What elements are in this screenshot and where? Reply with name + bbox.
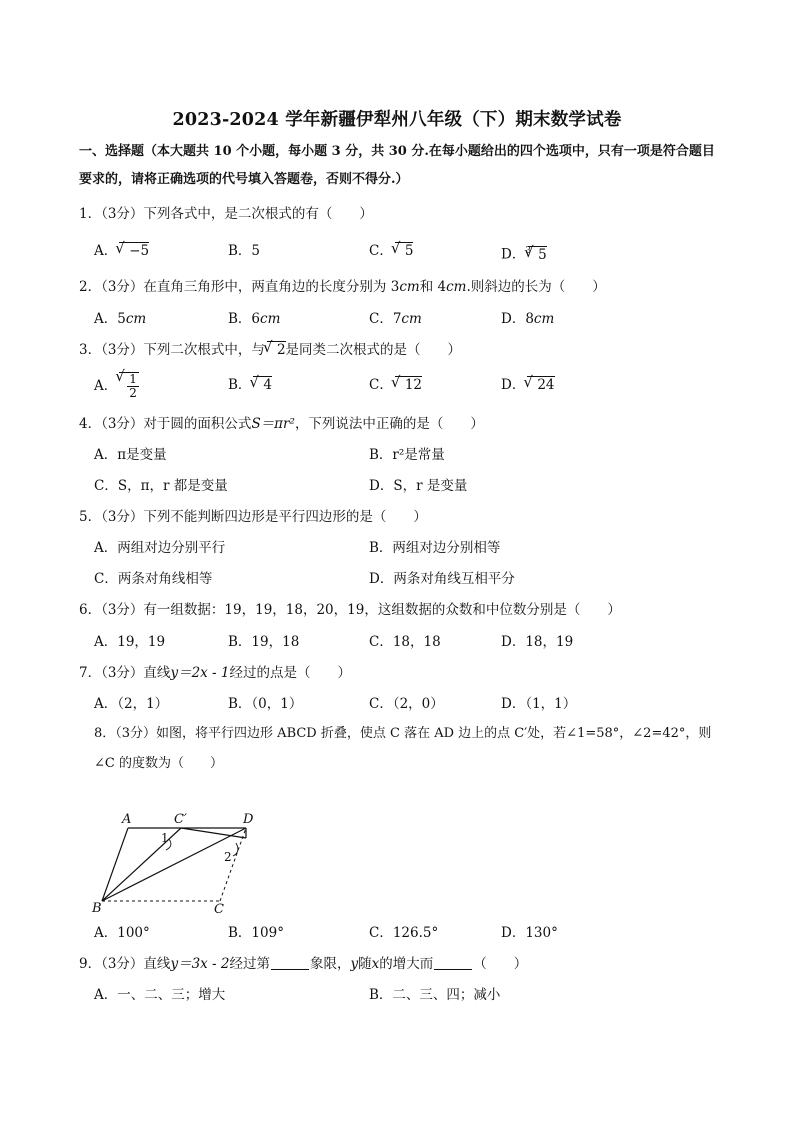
q1-option-b[interactable]: B．5 (228, 243, 261, 259)
label-c-prime: C′ (174, 812, 187, 827)
q3-option-c[interactable]: C．√ 12 (369, 375, 422, 395)
q3-option-b[interactable]: B．√ 4 (228, 375, 272, 395)
label-c: C (214, 902, 224, 916)
q6-option-d[interactable]: D．18，19 (501, 634, 574, 650)
q1-option-d[interactable]: D．$^3$√ 5 (501, 241, 547, 265)
question-2-stem: 2．（3分）在直角三角形中，两直角边的长度分别为 3cm和 4cm.则斜边的长为（ ） (79, 279, 606, 295)
answer-blank[interactable] (271, 957, 309, 970)
q6-option-c[interactable]: C．18，18 (369, 634, 441, 650)
q5-option-a[interactable]: A．两组对边分别平行 (94, 540, 226, 556)
q3-option-a[interactable]: A． √ $\frac{1}{2}$ (94, 372, 139, 400)
question-4-stem: 4．（3分）对于圆的面积公式S＝πr²，下列说法中正确的是（ ） (79, 416, 484, 432)
radical: √ 5 (395, 242, 414, 259)
q5-option-b[interactable]: B．两组对边分别相等 (369, 540, 501, 556)
question-9-stem: 9．（3分）直线y＝3x - 2经过第 象限，y随x的增大而 （ ） (79, 956, 528, 972)
radical (119, 372, 139, 400)
question-5-stem: 5．（3分）下列不能判断四边形是平行四边形的是（ ） (79, 509, 427, 525)
q4-option-d[interactable]: D．S，r 是变量 (369, 478, 468, 494)
radical: √ −5 (119, 242, 149, 259)
label-a: A (122, 812, 132, 827)
q9-option-a[interactable]: A．一、二、三；增大 (94, 987, 226, 1003)
root-index: 3 (525, 246, 532, 256)
q7-option-a[interactable]: A．（2，1） (94, 696, 169, 712)
q4-option-b[interactable]: B．r²是常量 (369, 447, 445, 463)
label-b: B (92, 901, 102, 916)
radical: √ 24 (527, 376, 554, 393)
question-6-stem: 6．（3分）有一组数据：19，19，18，20，19，这组数据的众数和中位数分别是（ ） (79, 602, 621, 618)
page-title: 2023-2024 学年新疆伊犁州八年级（下）期末数学试卷 (172, 110, 622, 130)
question-3-stem: 3．（3分）下列二次根式中，与√ 2是同类二次根式的是（ ） (79, 340, 729, 360)
radical: √ 2 (267, 341, 286, 358)
q4-option-a[interactable]: A．π是变量 (94, 447, 167, 463)
radical: √ 4 (253, 376, 272, 393)
label-d: D (243, 812, 254, 827)
q5-option-d[interactable]: D．两条对角线互相平分 (369, 571, 515, 587)
parallelogram-figure (86, 806, 266, 916)
q2-option-b[interactable]: B．6cm (228, 311, 281, 327)
question-7-stem: 7．（3分）直线y＝2x - 1经过的点是（ ） (79, 665, 351, 681)
q7-option-b[interactable]: B．（0，1） (228, 696, 303, 712)
q6-option-b[interactable]: B．19，18 (228, 634, 300, 650)
section-heading: 一、选择题（本大题共 10 个小题，每小题 3 分，共 30 分.在每小题给出的四个选项中，只有一项是符合题目要求的，请将正确选项的代号填入答题卷，否则不得分.） (79, 144, 715, 187)
q1-option-c[interactable]: C．√ 5 (369, 241, 413, 261)
q9-option-b[interactable]: B．二、三、四；减小 (369, 987, 501, 1003)
q7-option-c[interactable]: C．（2，0） (369, 696, 444, 712)
q8-option-d[interactable]: D．130° (501, 925, 558, 941)
q2-option-a[interactable]: A．5cm (94, 311, 147, 327)
q2-option-d[interactable]: D．8cm (501, 311, 555, 327)
label-angle-1: 1 (161, 831, 169, 845)
question-8-stem: 8．（3分）如图，将平行四边形 ABCD 折叠，使点 C 落在 AD 边上的点 C′处，若∠1=58°，∠2=42°，则∠C 的度数为（ ） (94, 726, 712, 771)
label-angle-2: 2 (224, 850, 232, 864)
radical: √ 12 (395, 376, 422, 393)
question-1-stem: 1．（3分）下列各式中，是二次根式的有（ ） (79, 206, 373, 222)
q8-option-b[interactable]: B．109° (228, 925, 284, 941)
q3-option-d[interactable]: D．√ 24 (501, 375, 555, 395)
fraction: √ $\frac{1}{2}$ (129, 372, 137, 400)
radical: √ 5 (528, 246, 547, 263)
q1-option-a[interactable]: A．√ −5 (94, 241, 149, 261)
q8-option-c[interactable]: C．126.5° (369, 925, 439, 941)
q5-option-c[interactable]: C．两条对角线相等 (94, 571, 213, 587)
q8-option-a[interactable]: A．100° (94, 925, 150, 941)
q4-option-c[interactable]: C．S，π，r 都是变量 (94, 478, 228, 494)
answer-blank[interactable] (434, 957, 472, 970)
q2-option-c[interactable]: C．7cm (369, 311, 422, 327)
q6-option-a[interactable]: A．19，19 (94, 634, 166, 650)
q7-option-d[interactable]: D．（1，1） (501, 696, 577, 712)
